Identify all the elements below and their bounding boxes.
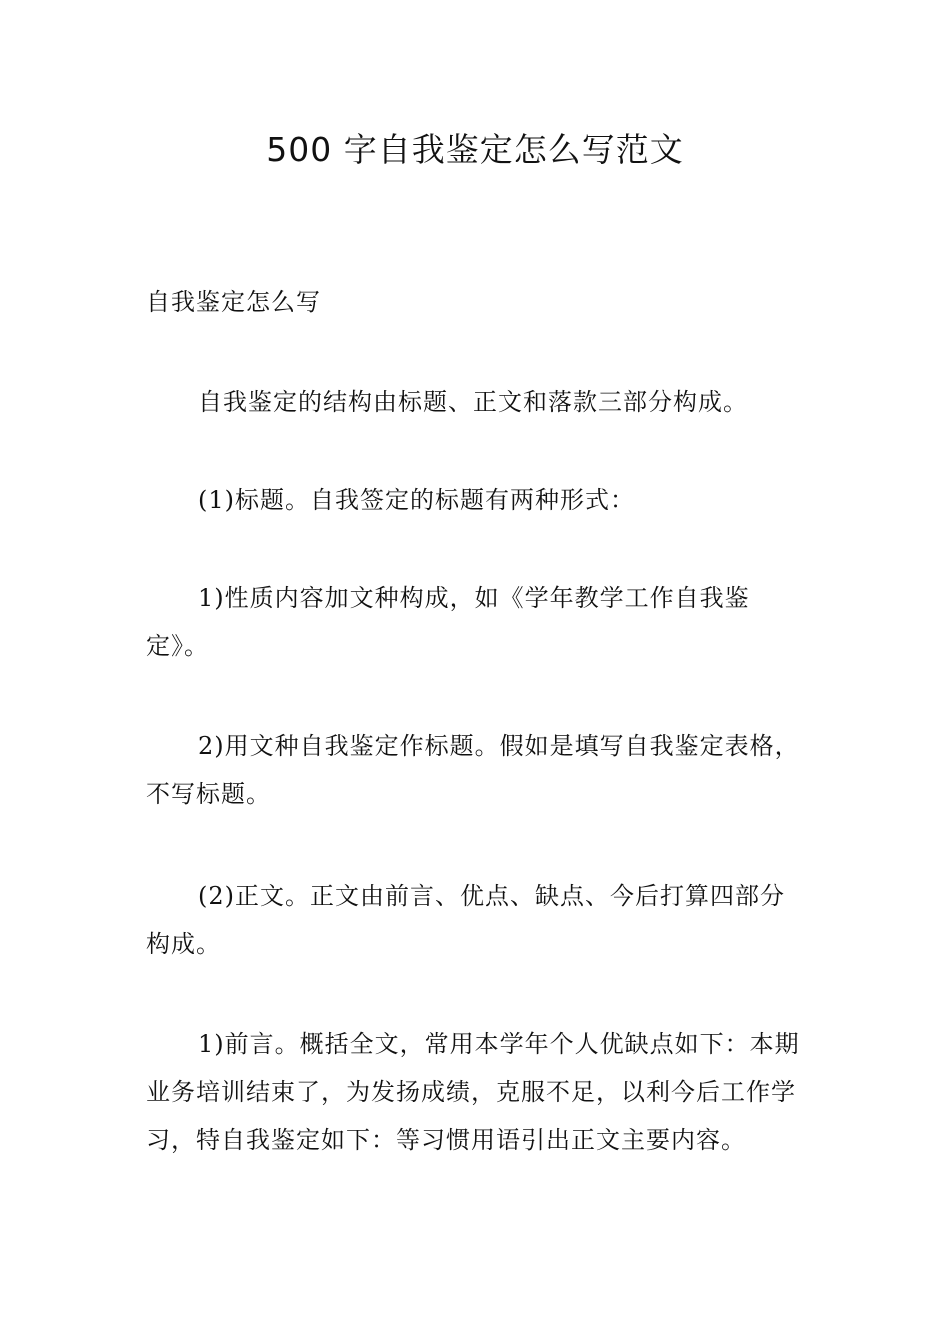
paragraph-preface: 1)前言。概括全文，常用本学年个人优缺点如下：本期业务培训结束了，为发扬成绩，克服不足，以利今后工作学习，特自我鉴定如下：等习惯用语引出正文主要内容。 bbox=[146, 1030, 800, 1154]
paragraph-title-form-2: 2)用文种自我鉴定作标题。假如是填写自我鉴定表格，不写标题。 bbox=[146, 732, 800, 808]
section-heading: 自我鉴定怎么写 bbox=[146, 288, 321, 316]
paragraph-body-parts: (2)正文。正文由前言、优点、缺点、今后打算四部分构成。 bbox=[146, 882, 785, 958]
document-title: 500 字自我鉴定怎么写范文 bbox=[266, 130, 684, 169]
paragraph-title-forms: (1)标题。自我签定的标题有两种形式： bbox=[198, 486, 635, 514]
paragraph-structure: 自我鉴定的结构由标题、正文和落款三部分构成。 bbox=[198, 388, 748, 416]
paragraph-title-form-1: 1)性质内容加文种构成，如《学年教学工作自我鉴定》。 bbox=[146, 584, 750, 660]
